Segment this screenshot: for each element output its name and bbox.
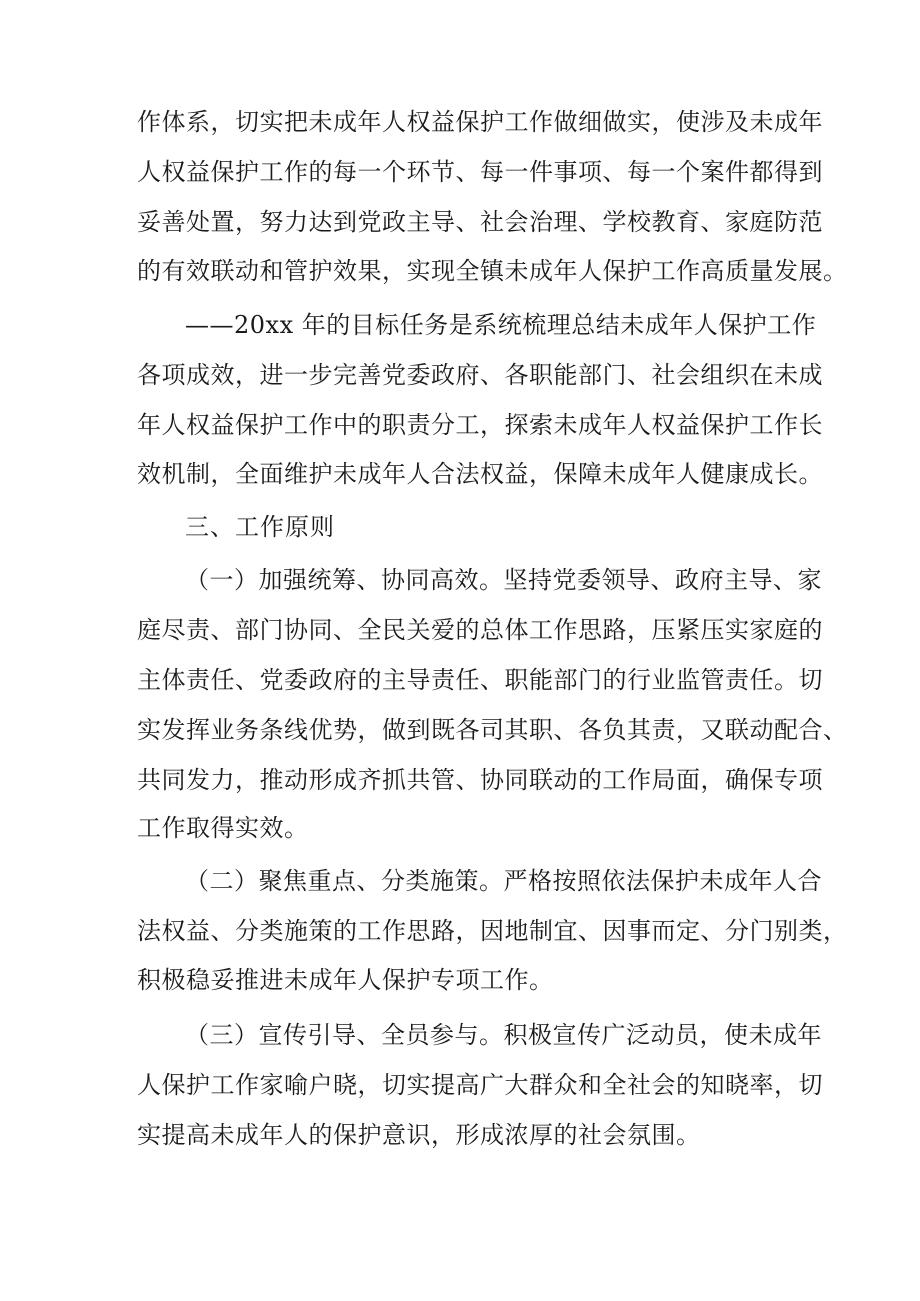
- principle-1-line-4: 实发挥业务条线优势，做到既各司其职、各负其责，又联动配合、: [137, 716, 848, 744]
- paragraph-1-line-2: 人权益保护工作的每一个环节、每一件事项、每一个案件都得到: [137, 158, 823, 186]
- paragraph-1-line-3: 妥善处置，努力达到党政主导、社会治理、学校教育、家庭防范: [137, 208, 823, 236]
- principle-1-line-6: 工作取得实效。: [137, 814, 309, 842]
- principle-1-line-1: （一）加强统筹、协同高效。坚持党委领导、政府主导、家: [185, 566, 822, 594]
- paragraph-2-line-1: ——20xx 年的目标任务是系统梳理总结未成年人保护工作: [185, 311, 817, 339]
- section-heading: 三、工作原则: [185, 513, 335, 541]
- paragraph-2-line-4: 效机制，全面维护未成年人合法权益，保障未成年人健康成长。: [137, 460, 823, 488]
- paragraph-2-line-2: 各项成效，进一步完善党委政府、各职能部门、社会组织在未成: [137, 361, 823, 389]
- paragraph-1-line-4: 的有效联动和管护效果，实现全镇未成年人保护工作高质量发展。: [137, 257, 848, 285]
- principle-2-line-2: 法权益、分类施策的工作思路，因地制宜、因事而定、分门别类，: [137, 917, 848, 945]
- principle-1-line-2: 庭尽责、部门协同、全民关爱的总体工作思路，压紧压实家庭的: [137, 616, 823, 644]
- principle-1-line-3: 主体责任、党委政府的主导责任、职能部门的行业监管责任。切: [137, 666, 823, 694]
- principle-2-line-3: 积极稳妥推进未成年人保护专项工作。: [137, 966, 554, 994]
- paragraph-1-line-1: 作体系，切实把未成年人权益保护工作做细做实，使涉及未成年: [137, 108, 823, 136]
- principle-3-line-3: 实提高未成年人的保护意识，形成浓厚的社会氛围。: [137, 1121, 701, 1149]
- paragraph-2-line-3: 年人权益保护工作中的职责分工，探索未成年人权益保护工作长: [137, 411, 823, 439]
- principle-3-line-1: （三）宣传引导、全员参与。积极宣传广泛动员，使未成年: [185, 1021, 822, 1049]
- principle-3-line-2: 人保护工作家喻户晓，切实提高广大群众和全社会的知晓率，切: [137, 1071, 823, 1099]
- principle-2-line-1: （二）聚焦重点、分类施策。严格按照依法保护未成年人合: [185, 867, 822, 895]
- principle-1-line-5: 共同发力，推动形成齐抓共管、协同联动的工作局面，确保专项: [137, 766, 823, 794]
